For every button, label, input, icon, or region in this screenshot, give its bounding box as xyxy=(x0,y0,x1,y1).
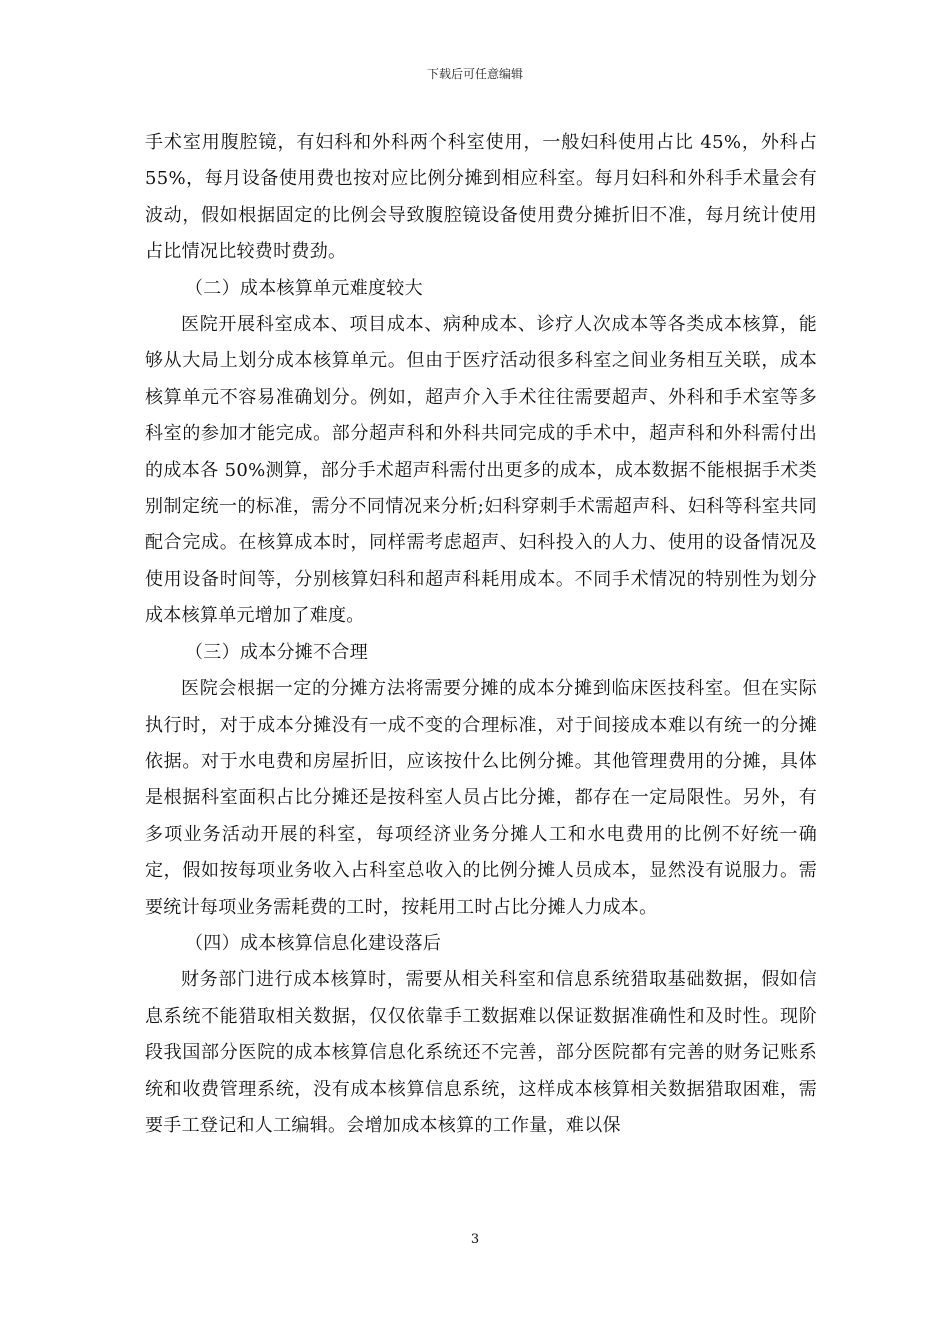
paragraph-cost-unit: 医院开展科室成本、项目成本、病种成本、诊疗人次成本等各类成本核算，能够从大局上划分成本核算单元。但由于医疗活动很多科室之间业务相互关联，成本核算单元不容易准确划分。例如，超声介入手术往往需要超声、外科和手术室等多科室的参加才能完成。部分超声科和外科共同完成的手术中，超声科和外科需付出的成本各 50%测算，部分手术超声科需付出更多的成本，成本数据不能根据手术类别制定统一的标准，需分不同情况来分析;妇科穿刺手术需超声科、妇科等科室共同配合完成。在核算成本时，同样需考虑超声、妇科投入的人力、使用的设备情况及使用设备时间等，分别核算妇科和超声科耗用成本。不同手术情况的特别性为划分成本核算单元增加了难度。 xyxy=(145,314,817,627)
section-heading-2: （二）成本核算单元难度较大 xyxy=(185,277,423,299)
page-header: 下载后可任意编辑 xyxy=(426,67,523,81)
section-heading-4: （四）成本核算信息化建设落后 xyxy=(185,932,442,954)
document-body xyxy=(145,125,817,1144)
paragraph-laparoscope: 手术室用腹腔镜，有妇科和外科两个科室使用，一般妇科使用占比 45%，外科占 55%，每月设备使用费也按对应比例分摊到相应科室。每月妇科和外科手术量会有波动，假如根据固定的比例会导致腹腔镜设备使用费分摊折旧不准，每月统计使用占比情况比较费时费劲。 xyxy=(145,132,817,263)
page-number: 3 xyxy=(470,1232,480,1247)
paragraph-informatization: 财务部门进行成本核算时，需要从相关科室和信息系统猎取基础数据，假如信息系统不能猎取相关数据，仅仅依靠手工数据难以保证数据准确性和及时性。现阶段我国部分医院的成本核算信息化系统还不完善，部分医院都有完善的财务记账系统和收费管理系统，没有成本核算信息系统，这样成本核算相关数据猎取困难，需要手工登记和人工编辑。会增加成本核算的工作量，难以保 xyxy=(145,969,817,1136)
paragraph-cost-allocation: 医院会根据一定的分摊方法将需要分摊的成本分摊到临床医技科室。但在实际执行时，对于成本分摊没有一成不变的合理标准，对于间接成本难以有统一的分摊依据。对于水电费和房屋折旧，应该按什么比例分摊。其他管理费用的分摊，具体是根据科室面积占比分摊还是按科室人员占比分摊，都存在一定局限性。另外，有多项业务活动开展的科室，每项经济业务分摊人工和水电费用的比例不好统一确定，假如按每项业务收入占科室总收入的比例分摊人员成本，显然没有说服力。需要统计每项业务需耗费的工时，按耗用工时占比分摊人力成本。 xyxy=(145,678,817,918)
section-heading-3: （三）成本分摊不合理 xyxy=(185,641,368,663)
